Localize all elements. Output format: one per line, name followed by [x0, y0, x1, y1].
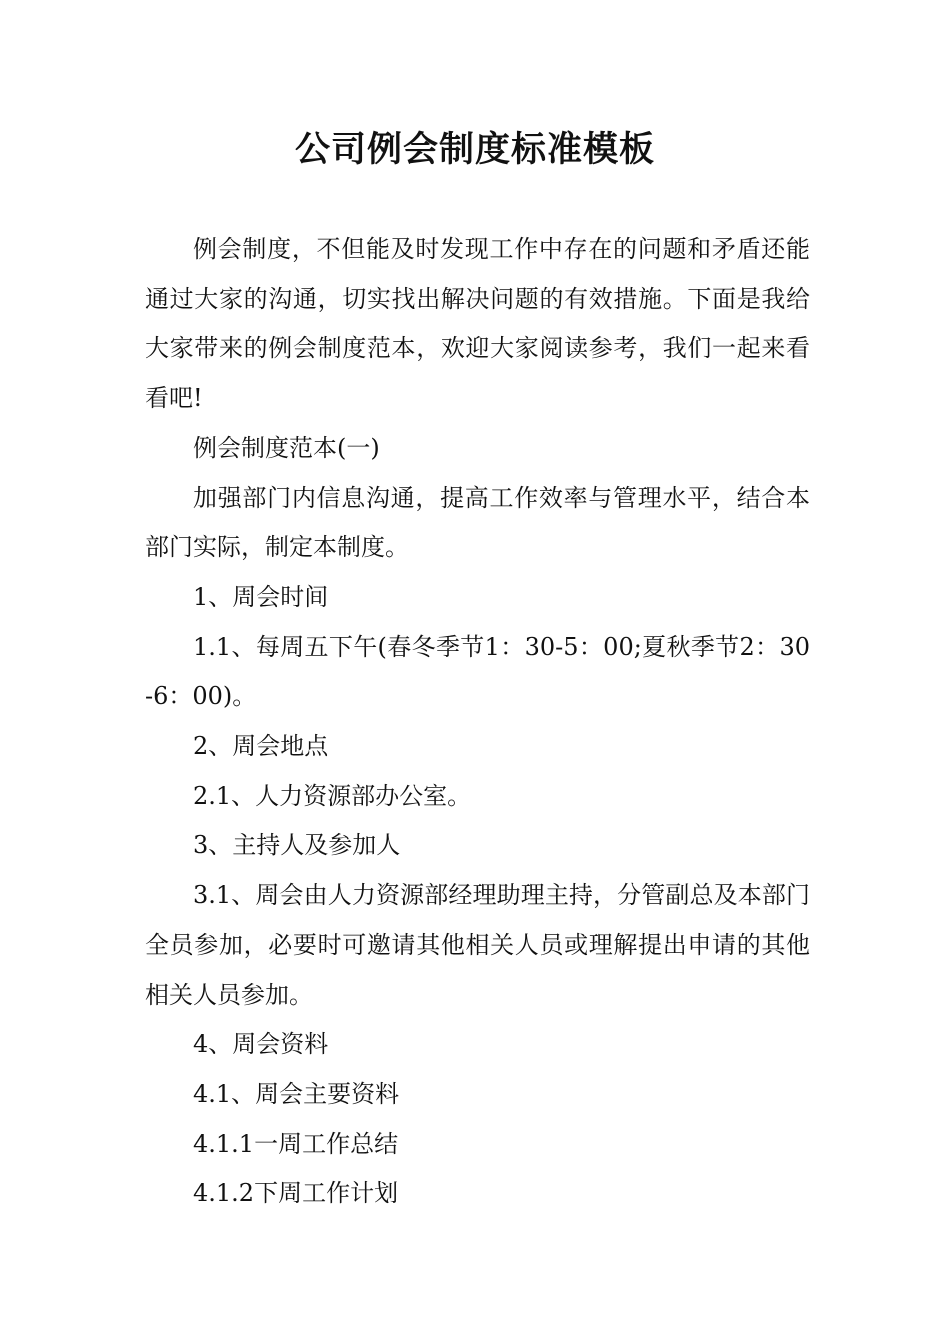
heading-meeting-time: 1、周会时间: [193, 582, 329, 611]
item-host-participants: 3.1、周会由人力资源部经理助理主持，分管副总及本部门全员参加，必要时可邀请其他相关人员或理解提出申请的其他相关人员参加。: [145, 881, 810, 1009]
section-heading-template-1: 例会制度范本(一): [193, 433, 380, 462]
document-body: [145, 225, 810, 1219]
heading-meeting-location: 2、周会地点: [193, 732, 329, 761]
item-meeting-time: 1.1、每周五下午(春冬季节1：30-5：00;夏秋季节2：30-6：00)。: [145, 632, 810, 711]
heading-meeting-materials: 4、周会资料: [193, 1030, 329, 1059]
item-meeting-location: 2.1、人力资源部办公室。: [193, 781, 472, 810]
intro-paragraph: 例会制度，不但能及时发现工作中存在的问题和矛盾还能通过大家的沟通，切实找出解决问题的有效措施。下面是我给大家带来的例会制度范本，欢迎大家阅读参考，我们一起来看看吧!: [145, 235, 810, 413]
heading-host-participants: 3、主持人及参加人: [193, 831, 401, 860]
item-next-week-plan: 4.1.2下周工作计划: [193, 1179, 399, 1208]
purpose-paragraph: 加强部门内信息沟通，提高工作效率与管理水平，结合本部门实际，制定本制度。: [145, 483, 810, 562]
document-title: 公司例会制度标准模板: [294, 130, 655, 170]
item-main-materials: 4.1、周会主要资料: [193, 1079, 400, 1108]
item-weekly-summary: 4.1.1一周工作总结: [193, 1129, 399, 1158]
